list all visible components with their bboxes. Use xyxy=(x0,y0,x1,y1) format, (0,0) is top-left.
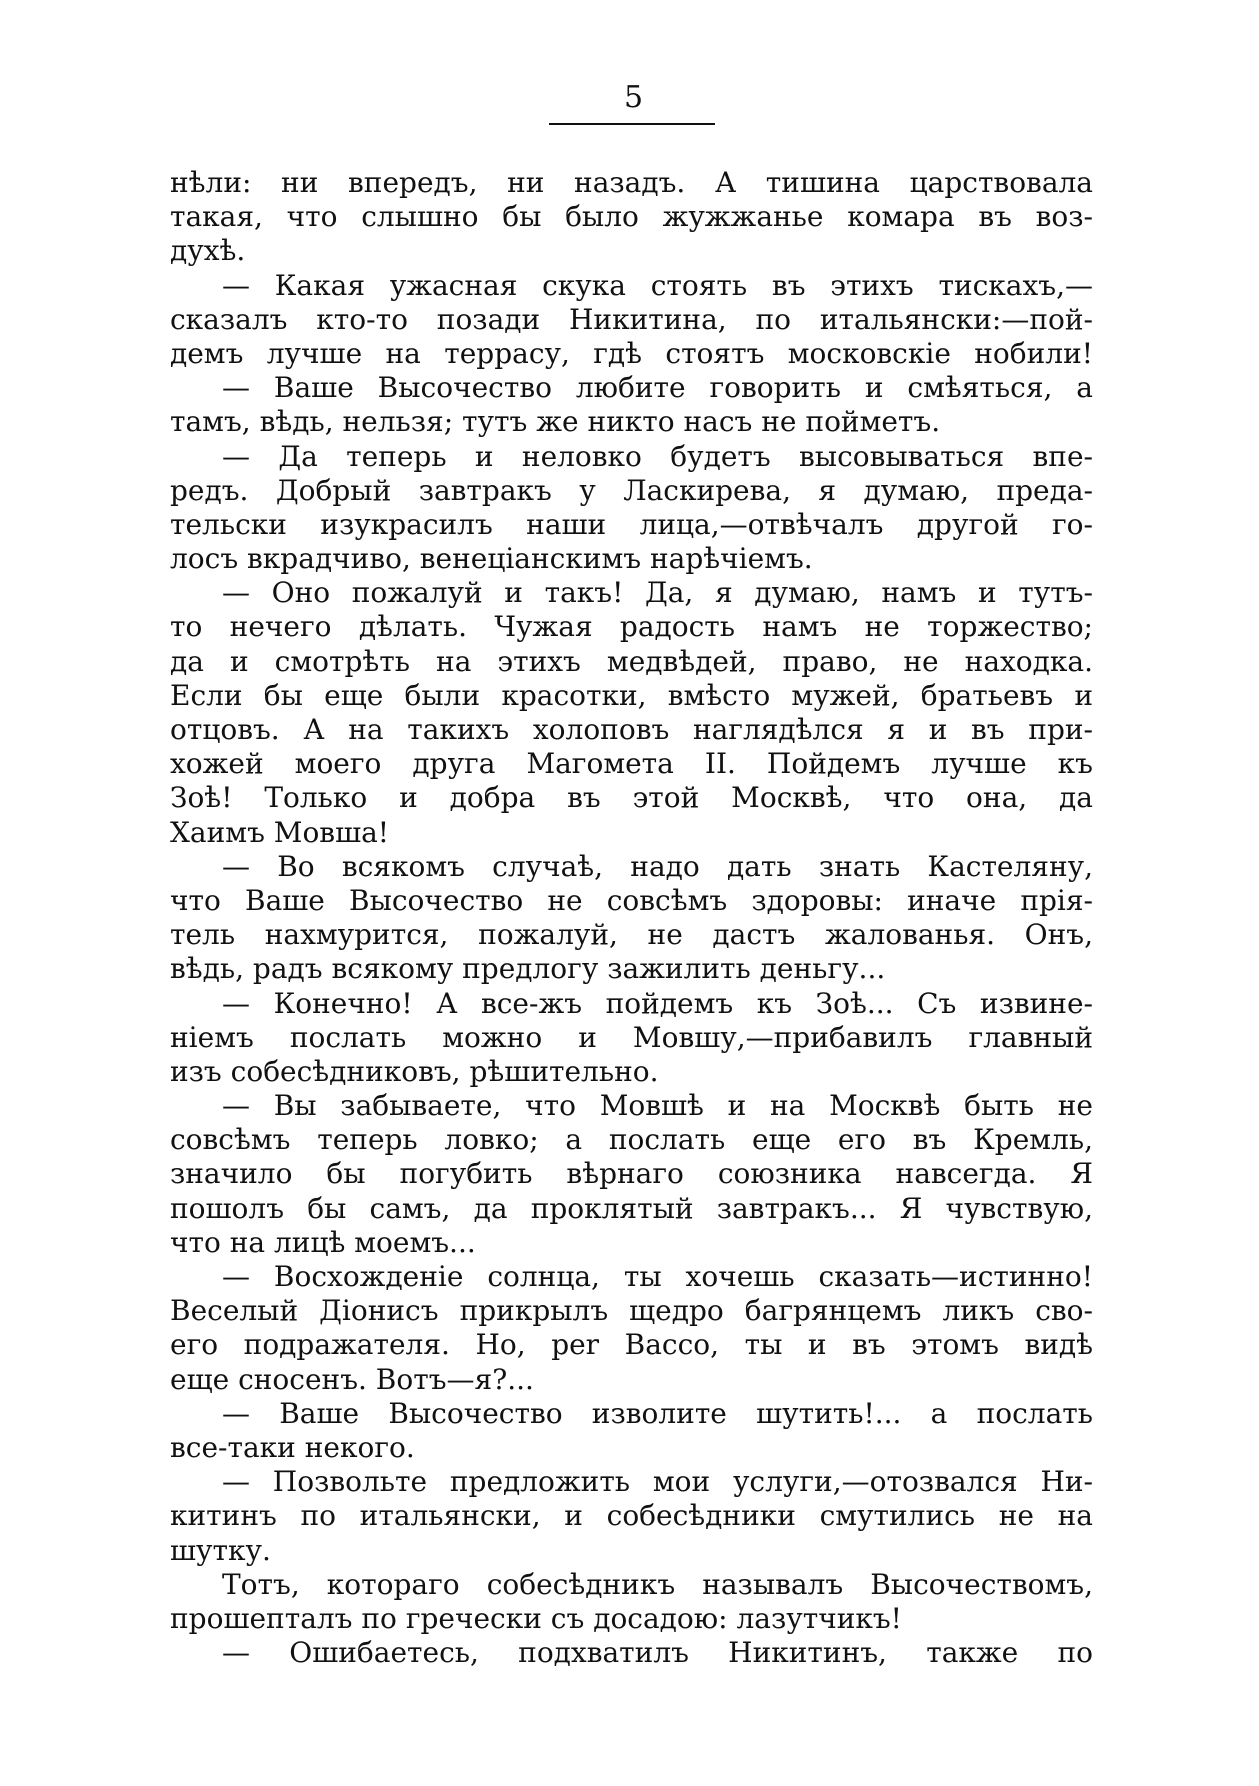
text-line: — Во всякомъ случаѣ, надо дать знать Кастеляну, xyxy=(222,849,1093,883)
text-line: еще сносенъ. Вотъ—я?... xyxy=(170,1362,534,1396)
text-line: редъ. Добрый завтракъ у Ласкирева, я думаю, преда- xyxy=(170,473,1093,507)
text-line: — Оно пожалуй и такъ! Да, я думаю, намъ и тутъ- xyxy=(222,576,1093,610)
text-line: — Вы забываете, что Мовшѣ и на Москвѣ быть не xyxy=(222,1089,1093,1123)
text-line: вѣдь, радъ всякому предлогу зажилить деньгу... xyxy=(170,952,886,986)
text-line: — Какая ужасная скука стоять въ этихъ тискахъ,— xyxy=(222,268,1093,302)
text-line: — Восхожденіе солнца, ты хочешь сказать—истинно! xyxy=(222,1260,1093,1293)
text-line: сказалъ кто-то позади Никитина, по итальянски:—пой- xyxy=(170,302,1093,336)
text-line: — Конечно! А все-жъ пойдемъ къ Зоѣ... Съ извине- xyxy=(222,986,1093,1020)
text-line: прошепталъ по гречески съ досадою: лазутчикъ! xyxy=(170,1601,902,1635)
text-line: Тотъ, котораго собесѣдникъ называлъ Высочествомъ, xyxy=(222,1567,1093,1601)
text-line: все-таки некого. xyxy=(170,1430,415,1464)
text-line: китинъ по итальянски, и собесѣдники смутились не на xyxy=(170,1499,1093,1533)
page-number-rule xyxy=(549,123,715,125)
text-line: изъ собесѣдниковъ, рѣшительно. xyxy=(170,1054,659,1088)
text-line: то нечего дѣлать. Чужая радость намъ не торжество; xyxy=(170,610,1093,644)
text-line: такая, что слышно бы было жужжанье комара въ воз- xyxy=(170,200,1093,234)
text-line: Хаимъ Мовша! xyxy=(170,815,390,849)
text-line: тельски изукрасилъ наши лица,—отвѣчалъ другой го- xyxy=(170,507,1093,541)
text-line: Веселый Діонисъ прикрылъ щедро багрянцемъ ликъ сво- xyxy=(170,1294,1093,1328)
text-line: его подражателя. Но, per Вассо, ты и въ этомъ видѣ xyxy=(170,1328,1093,1362)
text-line: — Ваше Высочество любите говорить и смѣяться, а xyxy=(222,371,1093,405)
text-line: — Позвольте предложить мои услуги,—отозвался Ни- xyxy=(222,1465,1093,1499)
text-line: Если бы еще были красотки, вмѣсто мужей, братьевъ и xyxy=(170,678,1093,712)
text-line: значило бы погубить вѣрнаго союзника навсегда. Я xyxy=(170,1157,1093,1191)
text-line: тель нахмурится, пожалуй, не дастъ жалованья. Онъ, xyxy=(170,918,1093,952)
text-line: Зоѣ! Только и добра въ этой Москвѣ, что она, да xyxy=(170,781,1093,815)
text-line: тамъ, вѣдь, нельзя; тутъ же никто насъ не пойметъ. xyxy=(170,405,941,439)
page-number: 5 xyxy=(623,80,644,115)
text-line: что на лицѣ моемъ... xyxy=(170,1225,476,1259)
body-text xyxy=(170,166,1093,1670)
text-line: пошолъ бы самъ, да проклятый завтракъ... Я чувствую, xyxy=(170,1191,1093,1225)
text-line: лосъ вкрадчиво, венеціанскимъ нарѣчіемъ. xyxy=(170,542,813,576)
text-line: духѣ. xyxy=(170,234,246,268)
text-line: — Ваше Высочество изволите шутить!... а послать xyxy=(222,1396,1093,1430)
text-line: — Ошибаетесь, подхватилъ Никитинъ, также по xyxy=(222,1636,1093,1670)
text-line: да и смотрѣть на этихъ медвѣдей, право, не находка. xyxy=(170,644,1093,678)
text-line: — Да теперь и неловко будетъ высовываться впе- xyxy=(222,439,1093,473)
text-line: хожей моего друга Магомета II. Пойдемъ лучше къ xyxy=(170,747,1093,781)
text-line: демъ лучше на террасу, гдѣ стоятъ московскіе нобили! xyxy=(170,336,1093,370)
text-line: отцовъ. А на такихъ холоповъ наглядѣлся я и въ при- xyxy=(170,713,1093,746)
text-line: что Ваше Высочество не совсѣмъ здоровы: иначе прія- xyxy=(170,883,1093,917)
text-line: шутку. xyxy=(170,1533,271,1567)
text-line: нѣли: ни впередъ, ни назадъ. А тишина царствовала xyxy=(170,166,1093,199)
text-line: ніемъ послать можно и Мовшу,—прибавилъ главный xyxy=(170,1020,1093,1054)
text-line: совсѣмъ теперь ловко; а послать еще его въ Кремль, xyxy=(170,1123,1093,1157)
